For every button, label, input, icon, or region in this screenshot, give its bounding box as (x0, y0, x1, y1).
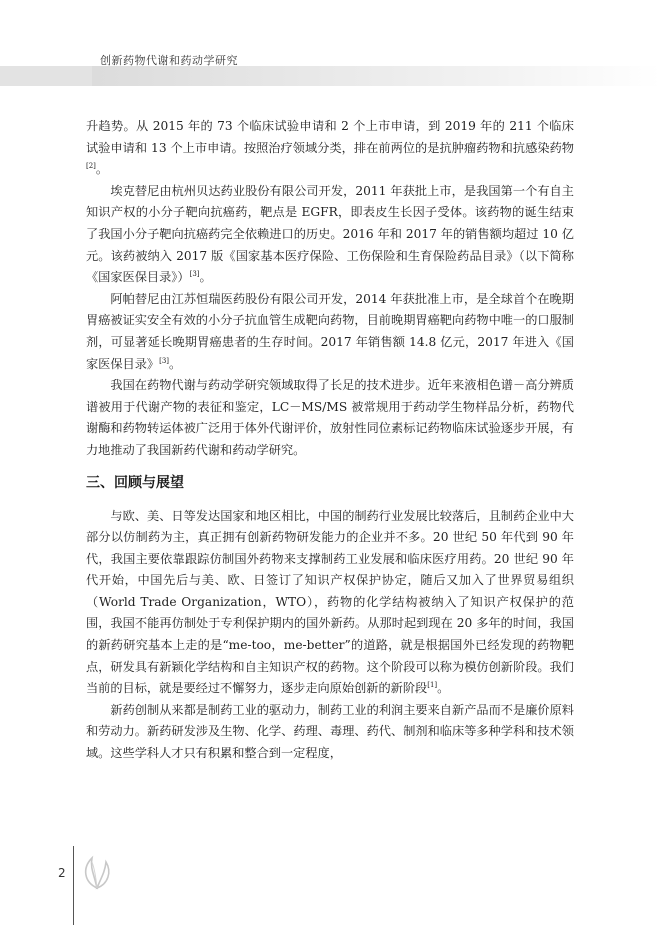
paragraph-2-text: 埃克替尼由杭州贝达药业股份有限公司开发，2011 年获批上市，是我国第一个有自主知识产权的小分子靶向抗癌药，靶点是 EGFR，即表皮生长因子受体。该药物的诞生结束了我国小分子靶向抗癌药完全依赖进口的历史。2016 年和 2017 年的销售额均超过 10 亿元。该药被纳入 2017 版《国家基本医疗保险、工伤保险和生育保险药品目录》（以下简称《国家医保目录》） (86, 183, 574, 285)
paragraph-2 (86, 181, 574, 289)
citation-3a: [3] (189, 270, 200, 279)
paragraph-1-text: 升趋势。从 2015 年的 73 个临床试验申请和 2 个上市申请，到 2019 年的 211 个临床试验申请和 13 个上市申请。按照治疗领域分类，排在前两位的是抗肿瘤药物和抗感染药物 (86, 119, 574, 155)
header-bar-left (0, 66, 92, 86)
paragraph-6 (86, 700, 574, 765)
paragraph-3-tail: 。 (169, 356, 182, 371)
paragraph-1 (86, 116, 574, 181)
paragraph-4 (86, 375, 574, 461)
section-heading: 三、回顾与展望 (86, 474, 184, 491)
paragraph-1-tail: 。 (95, 162, 109, 177)
paragraph-2-tail: 。 (199, 270, 212, 285)
paragraph-5-tail: 。 (437, 681, 450, 696)
leaf-logo-icon (80, 854, 114, 890)
page-body (86, 116, 574, 765)
paragraph-5 (86, 506, 574, 700)
page-number: 2 (58, 866, 66, 880)
paragraph-4-text: 我国在药物代谢与药动学研究领域取得了长足的技术进步。近年来液相色谱－高分辨质谱被用于代谢产物的表征和鉴定，LC－MS/MS 被常规用于药动学生物样品分析，药物代谢酶和药物转运体被广泛用于体外代谢评价，放射性同位素标记药物临床试验逐步开展，有力地推动了我国新药代谢和药动学研究。 (86, 378, 574, 457)
citation-1: [1] (427, 681, 438, 690)
paragraph-3 (86, 289, 574, 375)
citation-2: [2] (86, 162, 96, 171)
header-bar-right (92, 66, 661, 86)
running-title: 创新药物代谢和药动学研究 (100, 54, 238, 67)
citation-3b: [3] (159, 356, 170, 365)
paragraph-6-text: 新药创制从来都是制药工业的驱动力，制药工业的利润主要来自新产品而不是廉价原料和劳动力。新药研发涉及生物、化学、药理、毒理、药代、制剂和临床等多种学科和技术领域。这些学科人才只有积累和整合到一定程度， (86, 702, 574, 761)
footer-divider (73, 846, 74, 925)
paragraph-3-text: 阿帕替尼由江苏恒瑞医药股份有限公司开发，2014 年获批准上市，是全球首个在晚期胃癌被证实安全有效的小分子抗血管生成靶向药物，目前晚期胃癌靶向药物中唯一的口服制剂，可显著延长晚期胃癌患者的生存时间。2017 年销售额 14.8 亿元，2017 年进入《国家医保目录》 (86, 291, 574, 371)
paragraph-5-text: 与欧、美、日等发达国家和地区相比，中国的制药行业发展比较落后，且制药企业中大部分以仿制药为主，真正拥有创新药物研发能力的企业并不多。20 世纪 50 年代到 90 年代，我国主要依靠跟踪仿制国外药物来支撑制药工业发展和临床医疗用药。20 世纪 90 年代开始，中国先后与美、欧、日签订了知识产权保护协定，随后又加入了世界贸易组织（World Trade Organization，WTO），药物的化学结构被纳入了知识产权保护的范围，我国不能再仿制处于专利保护期内的国外新药。从那时起到现在 20 多年的时间，我国的新药研究基本上走的是“me-too，me-better”的道路，就是根据国外已经发现的药物靶点，研发具有新颖化学结构和自主知识产权的药物。这个阶段可以称为模仿创新阶段。我们当前的目标，就是要经过不懈努力，逐步走向原始创新的新阶段 (86, 508, 574, 696)
